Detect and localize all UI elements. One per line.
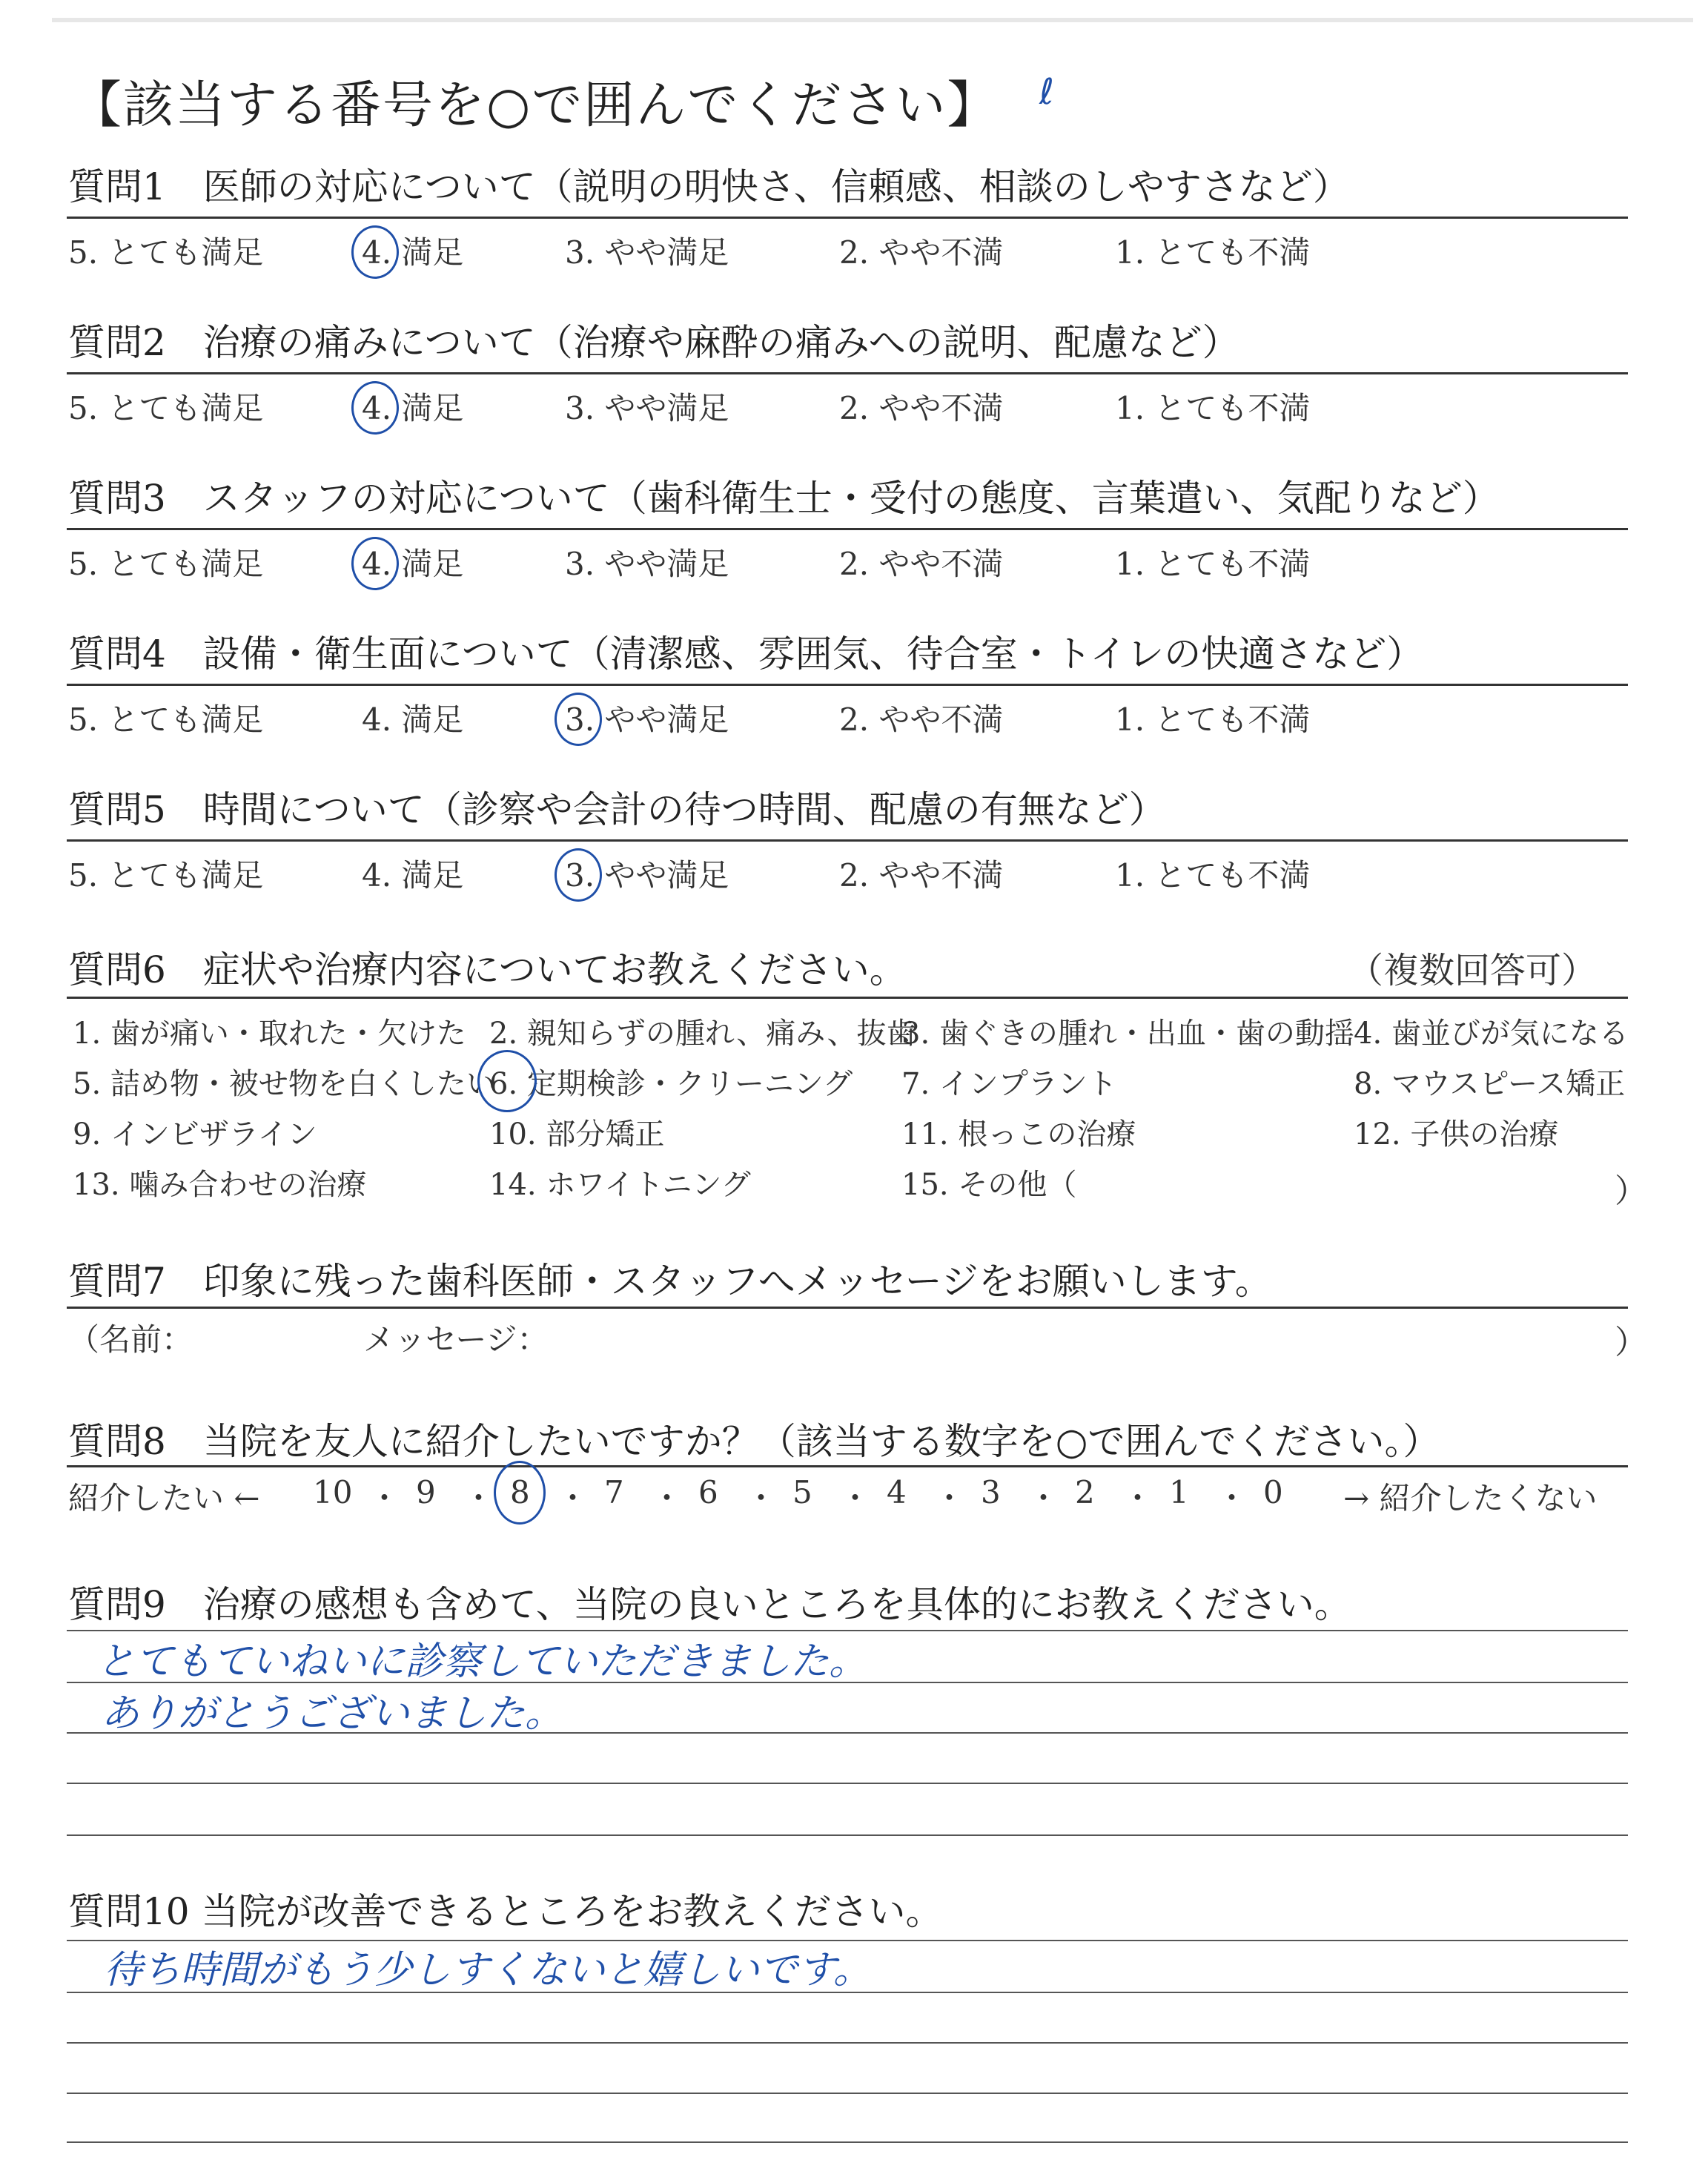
symptom-option-6[interactable]: 6. 定期検診・クリーニング <box>489 1067 853 1101</box>
scale-separator: ・ <box>463 1480 494 1516</box>
recommend-score-2[interactable]: 2 <box>1075 1474 1095 1510</box>
multiple-answer-note: （複数回答可） <box>1347 950 1597 991</box>
rating-option-4[interactable]: 4. 満足 <box>362 390 464 426</box>
recommend-left-label: 紹介したい ← <box>68 1480 260 1516</box>
rating-option-2[interactable]: 2. やや不満 <box>839 390 1004 426</box>
rating-option-1[interactable]: 1. とても不満 <box>1115 857 1311 894</box>
question-4-header: 質問4 設備・衛生面について（清潔感、雰囲気、待合室・トイレの快適さなど） <box>68 633 1424 676</box>
question-6-rule <box>67 997 1628 999</box>
rating-option-1[interactable]: 1. とても不満 <box>1115 234 1311 271</box>
recommend-score-6[interactable]: 6 <box>698 1474 718 1510</box>
symptom-option-10[interactable]: 10. 部分矯正 <box>489 1117 665 1152</box>
scale-separator: ・ <box>1122 1480 1153 1516</box>
scale-separator: ・ <box>1216 1480 1248 1516</box>
rating-option-3[interactable]: 3. やや満足 <box>565 390 729 426</box>
handwritten-mark: ℓ <box>1039 71 1054 113</box>
symptom-option-9[interactable]: 9. インビザライン <box>73 1117 317 1152</box>
name-label: （名前： <box>68 1321 193 1358</box>
rating-option-1[interactable]: 1. とても不満 <box>1115 701 1311 738</box>
question-3-rule <box>67 528 1628 530</box>
question-10-header: 質問10 当院が改善できるところをお教えください。 <box>68 1890 943 1933</box>
scale-separator: ・ <box>651 1480 683 1516</box>
answer-line <box>67 2042 1628 2044</box>
selection-circle <box>494 1461 546 1525</box>
question-2-rule <box>67 372 1628 374</box>
message-label: メッセージ： <box>363 1321 549 1358</box>
recommend-score-5[interactable]: 5 <box>792 1474 812 1510</box>
question-5-rule <box>67 839 1628 842</box>
symptom-option-14[interactable]: 14. ホワイトニング <box>489 1168 751 1202</box>
question-7-rule <box>67 1307 1628 1309</box>
selection-circle <box>351 381 399 435</box>
rating-option-5[interactable]: 5. とても満足 <box>68 234 264 271</box>
question-6-header: 質問6 症状や治療内容についてお教えください。 <box>68 948 907 991</box>
recommend-score-10[interactable]: 10 <box>313 1474 353 1510</box>
recommend-score-9[interactable]: 9 <box>416 1474 436 1510</box>
recommend-score-3[interactable]: 3 <box>981 1474 1001 1510</box>
rating-option-4[interactable]: 4. 満足 <box>362 701 464 738</box>
scale-separator: ・ <box>745 1480 777 1516</box>
recommend-score-7[interactable]: 7 <box>604 1474 624 1510</box>
rating-option-2[interactable]: 2. やや不満 <box>839 701 1004 738</box>
selection-circle <box>351 537 399 590</box>
answer-line <box>67 1834 1628 1836</box>
scale-separator: ・ <box>1027 1480 1059 1516</box>
question-1-header: 質問1 医師の対応について（説明の明快さ、信頼感、相談のしやすさなど） <box>68 165 1350 208</box>
scale-separator: ・ <box>368 1480 400 1516</box>
rating-option-5[interactable]: 5. とても満足 <box>68 857 264 894</box>
rating-option-1[interactable]: 1. とても不満 <box>1115 390 1311 426</box>
answer-line <box>67 2093 1628 2094</box>
q10-answer-line-1: 待ち時間がもう少しすくないと嬉しいです。 <box>104 1948 872 1992</box>
question-9-header: 質問9 治療の感想も含めて、当院の良いところを具体的にお教えください。 <box>68 1583 1351 1626</box>
question-3-header: 質問3 スタッフの対応について（歯科衛生士・受付の態度、言葉遣い、気配りなど） <box>68 477 1500 520</box>
rating-option-4[interactable]: 4. 満足 <box>362 857 464 894</box>
rating-option-2[interactable]: 2. やや不満 <box>839 546 1004 582</box>
answer-line <box>67 1783 1628 1784</box>
q9-answer-line-1: とてもていねいに診察していただきました。 <box>96 1639 868 1684</box>
rating-option-5[interactable]: 5. とても満足 <box>68 546 264 582</box>
symptom-option-5[interactable]: 5. 詰め物・被せ物を白くしたい <box>73 1067 496 1101</box>
rating-option-2[interactable]: 2. やや不満 <box>839 234 1004 271</box>
recommend-score-0[interactable]: 0 <box>1263 1474 1283 1510</box>
rating-option-5[interactable]: 5. とても満足 <box>68 390 264 426</box>
symptom-option-15[interactable]: 15. その他（ <box>901 1168 1077 1202</box>
scale-separator: ・ <box>839 1480 871 1516</box>
answer-line <box>67 2141 1628 2143</box>
question-2-header: 質問2 治療の痛みについて（治療や麻酔の痛みへの説明、配慮など） <box>68 321 1239 364</box>
symptom-option-7[interactable]: 7. インプラント <box>901 1067 1117 1101</box>
selection-circle <box>555 693 602 746</box>
rating-option-3[interactable]: 3. やや満足 <box>565 546 729 582</box>
q9-answer-line-2: ありがとうございました。 <box>101 1691 564 1736</box>
rating-option-1[interactable]: 1. とても不満 <box>1115 546 1311 582</box>
symptom-option-3[interactable]: 3. 歯ぐきの腫れ・出血・歯の動揺 <box>901 1017 1354 1051</box>
question-4-rule <box>67 684 1628 686</box>
recommend-right-label: → 紹介したくない <box>1343 1480 1598 1516</box>
question-1-rule <box>67 217 1628 219</box>
other-paren-close: ） <box>1615 1172 1647 1210</box>
rating-option-3[interactable]: 3. やや満足 <box>565 701 729 738</box>
symptom-option-1[interactable]: 1. 歯が痛い・取れた・欠けた <box>73 1017 466 1051</box>
scale-separator: ・ <box>557 1480 589 1516</box>
top-divider <box>52 18 1693 22</box>
recommend-score-8[interactable]: 8 <box>510 1474 530 1510</box>
question-8-rule <box>67 1465 1628 1467</box>
symptom-option-11[interactable]: 11. 根っこの治療 <box>901 1117 1136 1152</box>
symptom-option-2[interactable]: 2. 親知らずの腫れ、痛み、抜歯 <box>489 1017 916 1051</box>
question-8-header: 質問8 当院を友人に紹介したいですか？（該当する数字を○で囲んでください。） <box>68 1420 1440 1463</box>
scale-separator: ・ <box>933 1480 965 1516</box>
rating-option-3[interactable]: 3. やや満足 <box>565 234 729 271</box>
question-5-header: 質問5 時間について（診察や会計の待つ時間、配慮の有無など） <box>68 788 1166 831</box>
recommend-score-1[interactable]: 1 <box>1169 1474 1189 1510</box>
selection-circle <box>477 1050 537 1112</box>
symptom-option-13[interactable]: 13. 噛み合わせの治療 <box>73 1168 367 1202</box>
rating-option-5[interactable]: 5. とても満足 <box>68 701 264 738</box>
rating-option-4[interactable]: 4. 満足 <box>362 234 464 271</box>
symptom-option-12[interactable]: 12. 子供の治療 <box>1354 1117 1559 1152</box>
symptom-option-4[interactable]: 4. 歯並びが気になる <box>1354 1017 1629 1051</box>
symptom-option-8[interactable]: 8. マウスピース矯正 <box>1354 1067 1626 1101</box>
rating-option-4[interactable]: 4. 満足 <box>362 546 464 582</box>
page-title: 【該当する番号を○で囲んでください】 <box>71 76 999 135</box>
message-paren-close: ） <box>1615 1324 1647 1361</box>
selection-circle <box>351 225 399 279</box>
selection-circle <box>555 848 602 902</box>
question-7-header: 質問7 印象に残った歯科医師・スタッフへメッセージをお願いします。 <box>68 1260 1272 1303</box>
rating-option-3[interactable]: 3. やや満足 <box>565 857 729 894</box>
rating-option-2[interactable]: 2. やや不満 <box>839 857 1004 894</box>
recommend-score-4[interactable]: 4 <box>887 1474 907 1510</box>
